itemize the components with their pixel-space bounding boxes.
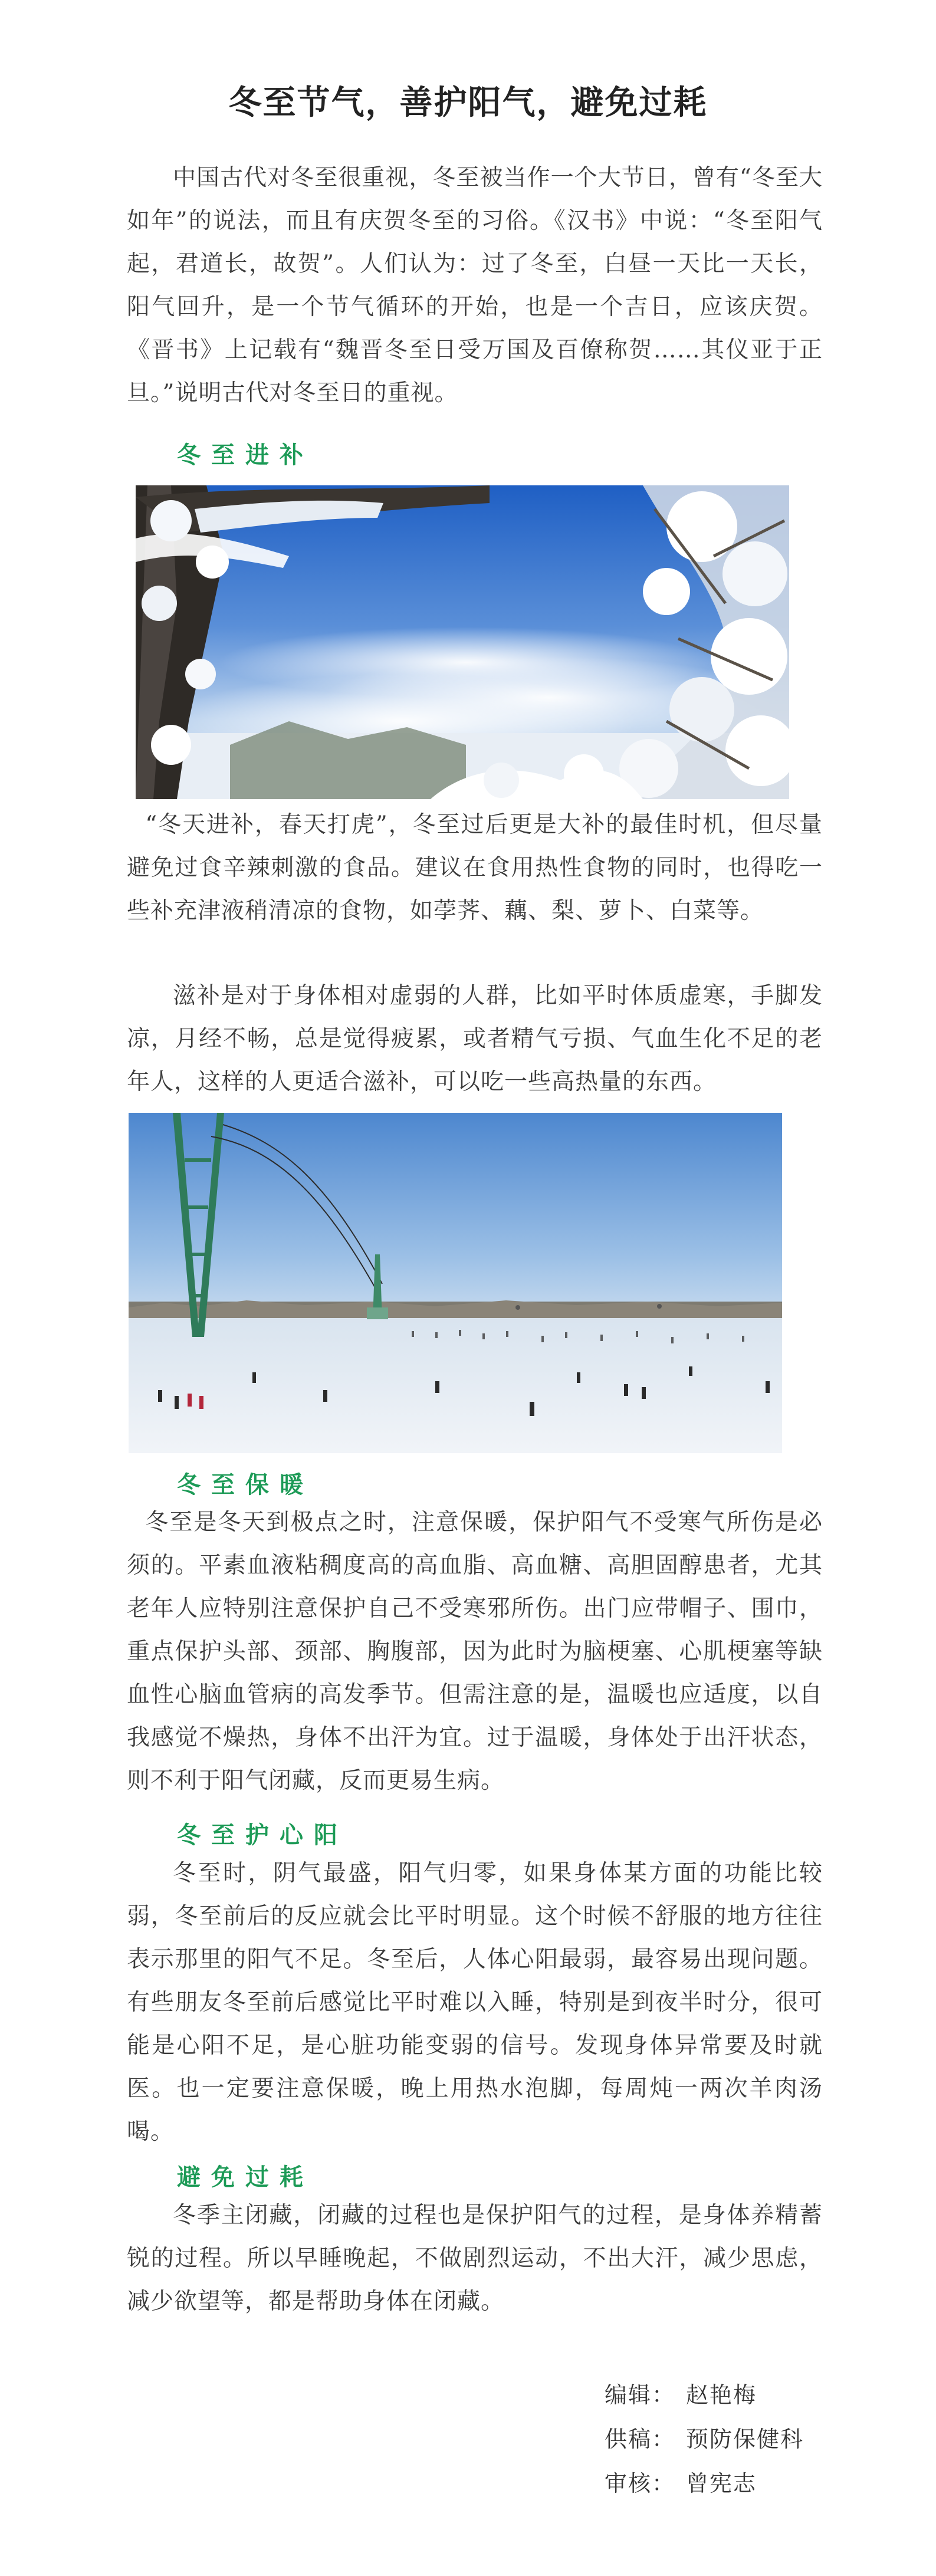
section-heading-3: 冬至护心阳 (177, 1821, 348, 1849)
intro-paragraph: 中国古代对冬至很重视，冬至被当作一个大节日，曾有“冬至大如年”的说法，而且有庆贺冬至的习俗。《汉书》中说：“冬至阳气起，君道长，故贺”。人们认为：过了冬至，白昼一天比一天长，阳气回升，是一个节气循环的开始，也是一个吉日，应该庆贺。《晋书》上记载有“魏晋冬至日受万国及百僚称贺……其仪亚于正旦。”说明古代对冬至日的重视。 (127, 165, 823, 406)
section-2-paragraph-1: 冬至是冬天到极点之时，注意保暖，保护阳气不受寒气所伤是必须的。平素血液粘稠度高的高血脂、高血糖、高胆固醇患者，尤其老年人应特别注意保护自己不受寒邪所伤。出门应带帽子、围巾，重点保护头部、颈部、胸腹部，因为此时为脑梗塞、心肌梗塞等缺血性心脑血管病的高发季节。但需注意的是，温暖也应适度，以自我感觉不燥热，身体不出汗为宜。过于温暖，身体处于出汗状态，则不利于阳气闭藏，反而更易生病。 (127, 1509, 823, 1794)
article-title: 冬至节气，善护阳气，避免过耗 (228, 83, 708, 122)
section-3-paragraph-1: 冬至时，阴气最盛，阳气归零，如果身体某方面的功能比较弱，冬至前后的反应就会比平时明显。这个时候不舒服的地方往往表示那里的阳气不足。冬至后，人体心阳最弱，最容易出现问题。有些朋友冬至前后感觉比平时难以入睡，特别是到夜半时分，很可能是心阳不足，是心脏功能变弱的信号。发现身体异常要及时就医。也一定要注意保暖，晚上用热水泡脚，每周炖一两次羊肉汤喝。 (127, 1860, 823, 2145)
credit-reviewer-label: 审核： (605, 2470, 676, 2496)
section-1-paragraph-1: “冬天进补，春天打虎”，冬至过后更是大补的最佳时机，但尽量避免过食辛辣刺激的食品。建议在食用热性食物的同时，也得吃一些补充津液稍清凉的食物，如荸荠、藕、梨、萝卜、白菜等。 (127, 811, 823, 924)
credit-editor-name: 赵艳梅 (686, 2382, 757, 2408)
section-4-paragraph-1: 冬季主闭藏，闭藏的过程也是保护阳气的过程，是身体养精蓄锐的过程。所以早睡晚起，不做剧烈运动，不出大汗，减少思虑，减少欲望等，都是帮助身体在闭藏。 (127, 2202, 823, 2315)
credit-source-name: 预防保健科 (686, 2426, 804, 2452)
credit-reviewer (605, 2465, 757, 2498)
credit-editor-label: 编辑： (605, 2382, 676, 2408)
snow-trees-image (136, 485, 789, 799)
section-heading-1: 冬至进补 (177, 441, 314, 469)
section-1-paragraph-2: 滋补是对于身体相对虚弱的人群，比如平时体质虚寒，手脚发凉，月经不畅，总是觉得疲累，或者精气亏损、气血生化不足的老年人，这样的人更适合滋补，可以吃一些高热量的东西。 (127, 983, 823, 1095)
section-heading-2: 冬至保暖 (177, 1471, 314, 1499)
credit-editor (605, 2377, 757, 2409)
frozen-lake-image (129, 1113, 782, 1453)
credit-reviewer-name: 曾宪志 (686, 2470, 757, 2496)
credit-source-label: 供稿： (605, 2426, 676, 2452)
photo-frozen-lake (129, 1113, 782, 1453)
section-heading-4: 避免过耗 (177, 2163, 314, 2191)
photo-snow-trees (136, 485, 789, 799)
credit-source (605, 2421, 804, 2453)
